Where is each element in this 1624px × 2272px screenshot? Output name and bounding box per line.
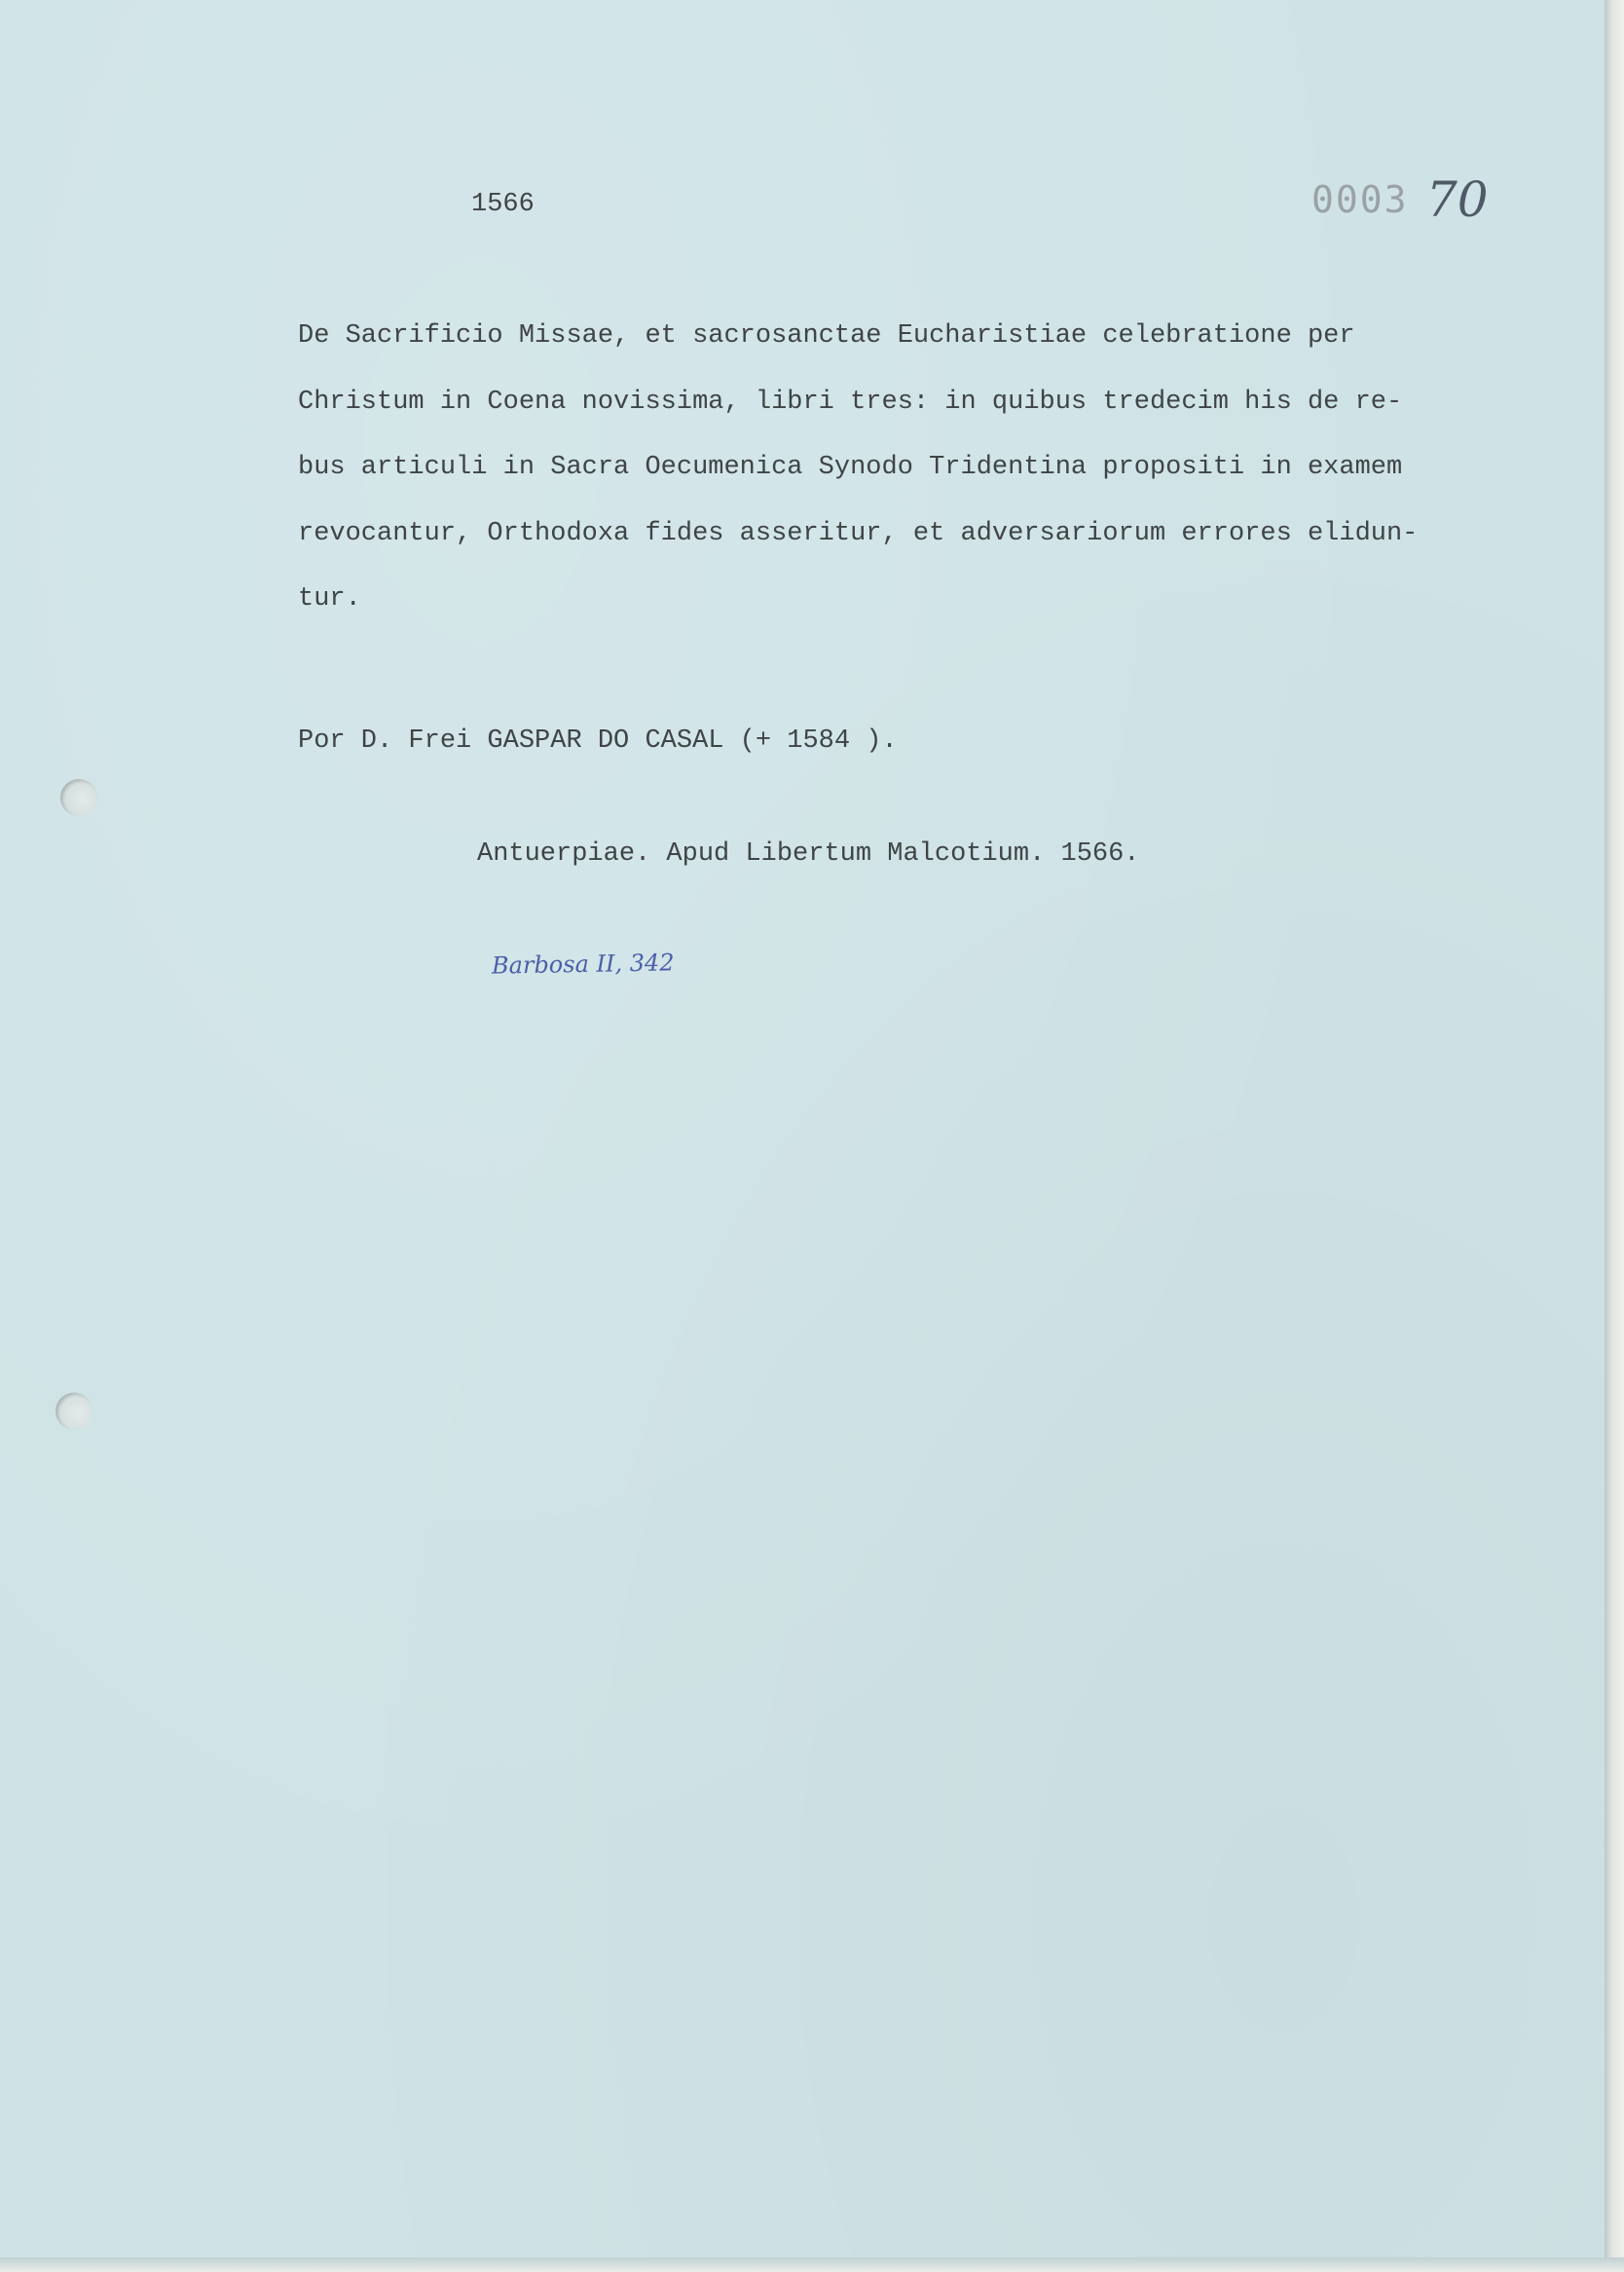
title-line: bus articuli in Sacra Oecumenica Synodo Tridentina propositi in examem <box>298 453 1403 482</box>
punch-hole <box>60 779 97 816</box>
title-line: revocantur, Orthodoxa fides asseritur, et adversariorum errores elidun- <box>298 518 1419 548</box>
card-edge-right <box>1605 0 1624 2272</box>
title-block <box>298 319 1573 649</box>
archive-number-stamp: 0003 <box>1311 178 1409 221</box>
card-edge-bottom <box>0 2257 1624 2272</box>
author-line: Por D. Frei GASPAR DO CASAL (+ 1584 ). <box>298 726 898 756</box>
title-line: tur. <box>298 584 361 614</box>
archive-number-handwritten: 70 <box>1426 171 1489 228</box>
title-line: De Sacrificio Missae, et sacrosanctae Eucharistiae celebratione per <box>298 321 1355 351</box>
punch-hole <box>55 1393 92 1430</box>
title-line: Christum in Coena novissima, libri tres: in quibus tredecim his de re- <box>298 387 1403 417</box>
card-year: 1566 <box>471 190 535 219</box>
imprint-line: Antuerpiae. Apud Libertum Malcotium. 1566. <box>477 839 1140 869</box>
handwritten-reference: Barbosa II, 342 <box>491 949 675 980</box>
